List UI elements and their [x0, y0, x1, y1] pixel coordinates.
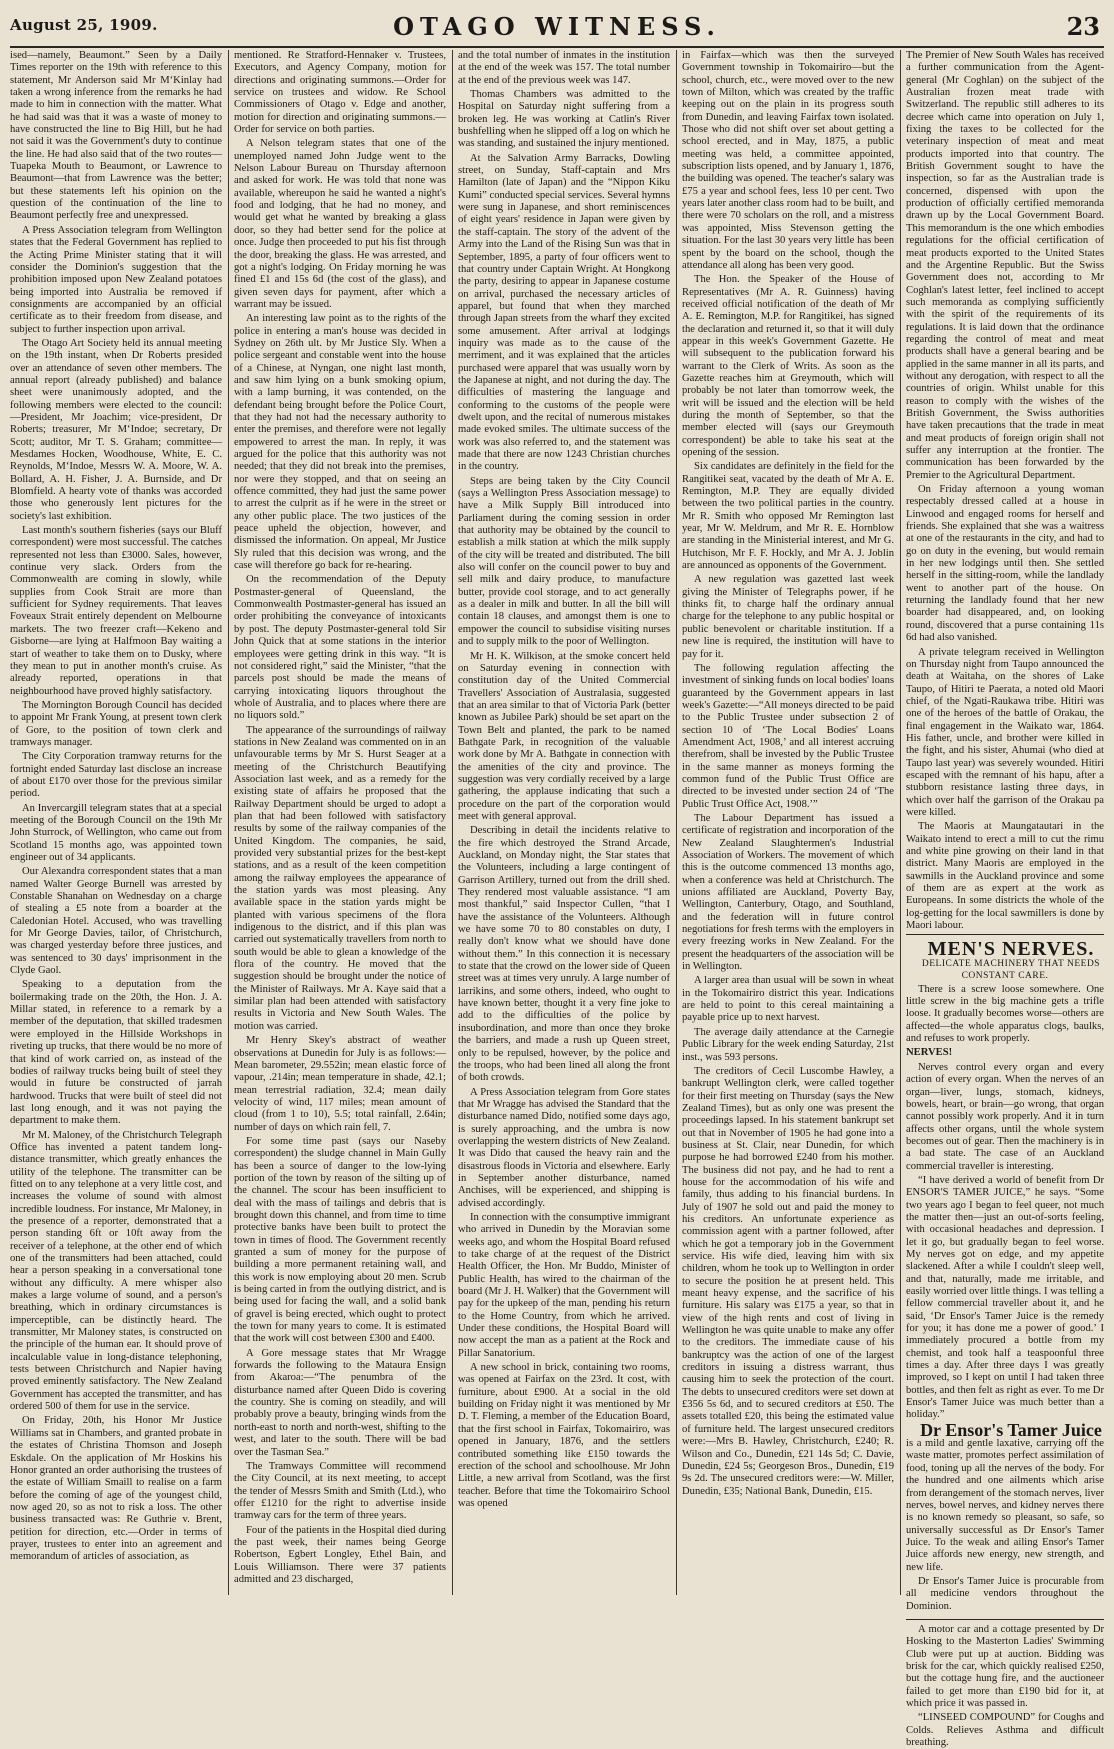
paragraph: Six candidates are definitely in the field for the Rangitikei seat, vacated by the death of Mr A. E. Remington, M.P. They are equally divided between the two political parties in the country. Mr R. Smith who opposed Mr Remington last year, Mr W. Meldrum, and Mr R. E. Hornblow are standing in the Ministerial interest, and Mr G. Hutchison, Mr F. F. Hockly, and Mr A. J. Joblin are announced as opponents of the Government.	[682, 461, 894, 572]
paragraph: Mr Henry Skey's abstract of weather observations at Dunedin for July is as follows:—Mean barometer, 29.552in; mean elastic force of vapour, .214in; mean temperature in shade, 42.1; mean terrestrial radiation, 32.4; mean daily velocity of wind, 117 miles; mean amount of cloud (from 1 to 10), 5.5; total rainfall, 2.64in; number of days on which rain fell, 7.	[234, 1035, 446, 1133]
paragraph: On the recommendation of the Deputy Postmaster-general of Queensland, the Commonwealth Postmaster-general has issued an order prohibiting the conveyance of intoxicants by post. The deputy Postmaster-general told Sir John Quick that at some stations in the interior employees were getting drink in this way. “It is not considered right,” said the Minister, “that the parcels post should be made the means of carrying intoxicating liquors throughout the whole of Australia, and to places where there are no liquors sold.”	[234, 574, 446, 722]
paragraph: A new school in brick, containing two rooms, was opened at Fairfax on the 23rd. It cost, with furniture, about £900. At a social in the old building on Friday night it was mentioned by Mr D. T. Fleming, a member of the Education Board, that the first school in Fairfax, Tokomairiro, was opened in January, 1876, and the settlers contributed something like £150 towards the erection of the school and schoolhouse. Mr John Little, a new arrival from Scotland, was the first teacher. Before that time the Tokomairiro School was opened	[458, 1362, 670, 1509]
paragraph: Last month's southern fisheries (says our Bluff correspondent) were most successful. The catches represented not less than £3000. Sales, however, continue very slack. Orders from the Commonwealth are coming in slowly, while supplies from Cook Strait are more than sufficient for Sydney requirements. That leaves Foveaux Strait entirely dependent on Melbourne markets. The two freezer craft—Kekeno and Gisborne—are lying at Halfmoon Bay waiting a start of weather to take them on to Dusky, where they mean to put in another month's cruise. As already reported, operations in that neighbourhood have proved highly satisfactory.	[10, 525, 222, 697]
paragraph: The City Corporation tramway returns for the fortnight ended Saturday last disclose an increase of about £170 over those for the previous similar period.	[10, 751, 222, 800]
paragraph: On Friday afternoon a young woman respectably dressed called at a house in Linwood and engaged rooms for herself and friends. She explained that she was a waitress at one of the restaurants in the city, and had to go on duty in the evening, but would remain in her new lodgings until then. She settled herself in the sitting-room, while the landlady went to another part of the house. On returning the landlady found that her new boarder had disappeared, and, on looking round, discovered that a purse containing 11s 6d had also vanished.	[906, 484, 1104, 644]
paragraph: The Labour Department has issued a certificate of registration and incorporation of the New Zealand Slaughtermen's Industrial Association of Workers. The movement of which this is the outcome commenced 13 months ago, when a conference was held at Christchurch. The unions affiliated are Auckland, Poverty Bay, Wellington, Canterbury, Otago, and Southland, and the federation will in future control negotiations for fresh terms with the employers in every freezing works in New Zealand. For the present the headquarters of the association will be in Wellington.	[682, 812, 894, 973]
ad-paragraph: “I have derived a world of benefit from Dr ENSOR'S TAMER JUICE,” he says. “Some two years ago I began to feel queer, not much the matter then—just an out-of-sorts feeling, with occasional headaches and depression. I let it go, but gradually began to feel worse. My nerves got on edge, and my appetite slackened. After a while I couldn't sleep well, and that, naturally, made me irritable, and easily worried over little things. I was telling a fellow commercial traveller about it, and he said, ‘Dr Ensor's Tamer Juice is the remedy for you; it has done me a power of good.’ I immediately procured a bottle from my chemist, and took half a teaspoonful three times a day. After three days I was greatly improved, so I kept on until I had taken three bottles, and then felt as right as ever. To me Dr Ensor's Tamer Juice was much better than a holiday.”	[906, 1174, 1104, 1421]
paragraph: Mr H. K. Wilkison, at the smoke concert held on Saturday evening in connection with constitution day of the United Commercial Travellers' Association of Australasia, suggested that an area similar to that of Victoria Park (better known as Jubilee Park) should be set apart on the Town Belt and planted, the park to be named Bathgate Park, in recognition of the valuable work done by Mr A. Bathgate in connection with the amenities of the city and province. The suggestion was very cordially received by a large gathering, the applause indicating that such a procedure on the part of the corporation would meet with general approval.	[458, 650, 670, 822]
column-1	[10, 50, 222, 1595]
paragraph: A Gore message states that Mr Wragge forwards the following to the Mataura Ensign from Akaroa:—“The penumbra of the disturbance named after Queen Dido is covering the country. She is coming on steadily, and will probably prove a beauty, bringing winds from the north-east to north and north-west, shifting to the west, and later to the south. There will be bad over the Tasman Sea.”	[234, 1347, 446, 1458]
paragraph: A motor car and a cottage presented by Dr Hosking to the Masterton Ladies' Swimming Club were put up at auction. Bidding was brisk for the car, which quickly realised £250, but the cottage hung fire, and the auctioneer failed to get more than £190 bid for it, at which price it was passed in.	[906, 1623, 1104, 1709]
paragraph: ised—namely, Beaumont.” Seen by a Daily Times reporter on the 19th with reference to this statement, Mr Anderson said Mr M‘Kinlay had taken a wrong inference from the remarks he had made to him in connection with the matter. What he had said was that it was a waste of money to have constructed the line to Big Hill, but he had not said it was the Government's duty to continue the line. He had also said that of the two routes—Tuapeka Mouth to Beaumont, or Lawrence to Beaumont—that from Lawrence was the better; but these statements left his opinion on the question of the continuation of the line to Beaumont perfectly free and unexpressed.	[10, 50, 222, 222]
paragraph: The Tramways Committee will recommend the City Council, at its next meeting, to accept the tender of Messrs Smith and Smith (Ltd.), who offer £1210 for the right to advertise inside tramway cars for the term of three years.	[234, 1460, 446, 1522]
paragraph: The Hon. the Speaker of the House of Representatives (Mr A. R. Guinness) having received official notification of the death of Mr A. E. Remington, M.P. for Rangitikei, has signed the declaration and returned it, so that it will duly appear in this week's Government Gazette. He will subsequent to the publication forward his warrant to the Clerk of Writs. As soon as the Gazette reaches him at Greymouth, which will probably be not later than tomorrow week, the writ will be issued and the election will be held during the month of September, so that the member elected will (says our Greymouth correspondent) be able to take his seat at the opening of the session.	[682, 274, 894, 458]
column-3	[458, 50, 670, 1595]
paragraph: An Invercargill telegram states that at a special meeting of the Borough Council on the 19th Mr John Sturrock, of Wellington, who came out from Scotland 15 months ago, was appointed town engineer out of 34 applicants.	[10, 802, 222, 863]
paragraph: Thomas Chambers was admitted to the Hospital on Saturday night suffering from a broken leg. He was working at Catlin's River bushfelling when he slipped off a log on which he was standing, and sustained the injury mentioned.	[458, 89, 670, 150]
column-rule	[900, 50, 901, 1595]
issue-date: August 25, 1909.	[10, 16, 158, 34]
paragraph: A Press Association telegram from Wellington states that the Federal Government has replied to the Acting Prime Minister stating that it will consider the Dominion's suggestion that the prohibition imposed upon New Zealand potatoes being imported into Australia be removed if consignments are accompanied by an official certificate as to their freedom from disease, and subject to further inspection upon arrival.	[10, 224, 222, 335]
ad-paragraph: Dr Ensor's Tamer Juice is procurable from all medicine vendors throughout the Dominion.	[906, 1575, 1104, 1612]
ad-paragraph: Nerves control every organ and every action of every organ. When the nerves of an organ—liver, lungs, stomach, kidneys, bowels, heart, or brain—go wrong, that organ cannot possibly work properly. And it in turn affects other organs, until the whole system becomes out of gear. Then the machinery is in a bad state. The case of an Auckland commercial traveller is interesting.	[906, 1061, 1104, 1172]
paragraph: The Mornington Borough Council has decided to appoint Mr Frank Young, at present town clerk of Gore, to the position of town clerk and tramways manager.	[10, 699, 222, 748]
paragraph: A private telegram received in Wellington on Thursday night from Taupo announced the death at Waitaha, on the shores of Lake Taupo, of Hitiri te Paerata, a noted old Maori chief, of the Ngati-Raukawa tribe. Hitiri was one of the heroes of the battle of Orakau, the final engagement in the Waikato war, 1864. His father, uncle, and brother were killed in the fight, and his sister, Ahumai (who died at Taupo last year) was severely wounded. Hitiri escaped with the remnant of his hapu, after a stubborn resistance lasting three days, in which over half the garrison of the Orakau pa were killed.	[906, 646, 1104, 818]
paragraph: A Nelson telegram states that one of the unemployed named John Judge went to the Nelson Labour Bureau on Thursday afternoon and asked for work. He was told that none was available, whereupon he said he wanted a night's food and lodging, that he had no money, and would get what he wanted by breaking a glass door, so they had better send for the police at once. Judge then proceeded to put his fist through the door, breaking the glass. He was arrested, and got a night's lodging. On Friday morning he was fined £1 and 15s 6d (the cost of the glass), and given seven days for payment, after which a warrant may be issued.	[234, 138, 446, 310]
paragraph: For some time past (says our Naseby correspondent) the sludge channel in Main Gully has been a source of danger to the low-lying portion of the town by reason of the silting up of the channel. The scour has been insufficient to deal with the mass of tailings and debris that is brought down this channel, and from time to time protective banks have been built to protect the town in times of flood. The Government recently granted a sum of money for the purpose of building a more permanent retaining wall, and this work is now employing about 20 men. Scrub is being carted in from the outlying district, and is being used for facing the wall, and a solid bank of gravel is being erected, which ought to protect the town for many years to come. It is estimated that the work will cost between £300 and £400.	[234, 1135, 446, 1345]
paragraph: Mr M. Maloney, of the Christchurch Telegraph Office has invented a patent tandem long-distance transmitter, which greatly enhances the utility of the telephone. The transmitter can be fitted on to any telephone at a very little cost, and increases the volume of sound with almost incredible loudness. For instance, Mr Maloney, in the presence of a reporter, demonstrated that a person standing 6ft or 10ft away from the receiver of a telephone, at the other end of which one of the transmitters had been attached, could hear a person speaking in a conversational tone without any difficulty. A mere whisper also makes a large volume of sound, and a person's breathing, which in ordinary circumstances is imperceptible, can be distinctly heard. The transmitter, Mr Maloney states, is constructed on the principle of the human ear. It should prove of incalculable value in long-distance telephoning, tests between Christchurch and Napier having proved eminently satisfactory. The New Zealand Government has accepted the transmitter, and has ordered 500 of them for use in the service.	[10, 1129, 222, 1413]
paragraph: The creditors of Cecil Luscombe Hawley, a bankrupt Wellington clerk, were called together for their first meeting on Thursday (says the New Zealand Times), but as only one was present the proceedings lapsed. In his statement bankrupt set out that in November of 1905 he had gone into a business at St. Clair, near Dunedin, for which purpose he had borrowed £240 from his mother. The business did not pay, and he had to rent a house for the accommodation of his wife and family, thus adding to his financial burdens. In July of 1907 he sold out and paid the money to his creditors. An unfortunate experience as commission agent with a partner followed, after which he got a temporary job in the Government service. His wife died, leaving him with six children, whom he took up to Wellington in order to secure the position he at present held. This meant heavy expense, and the sacrifice of his furniture. His salary was £175 a year, so that in view of the high rents and cost of living in Wellington he was quite unable to make any offer to the creditors. The immediate cause of his bankruptcy was the action of one of the largest creditors in issuing a distress warrant, thus causing him to seek the protection of the court. The debts to unsecured creditors were set down at £356 5s 6d, and to secured creditors at £50. The assets totalled £20, this being the estimated value of furniture held. The largest unsecured creditors were:—Mrs B. Hawley, Christchurch, £240; R. Wilson and Co., Dunedin, £21 14s 5d; C. Davie, Dunedin, £24 5s; Georgeson Bros., Dunedin, £19 9s 2d. The unsecured creditors were:—W. Miller, Dunedin, £35; National Bank, Dunedin, £15.	[682, 1065, 894, 1497]
paragraph: Four of the patients in the Hospital died during the past week, their names being George Robertson, Egbert Longley, Ethel Bain, and Louis Williamson. There were 37 patients admitted and 23 discharged,	[234, 1524, 446, 1585]
paragraph: “LINSEED COMPOUND” for Coughs and Colds. Relieves Asthma and difficult breathing.	[906, 1712, 1104, 1749]
column-4	[682, 50, 894, 1595]
paragraph: Describing in detail the incidents relative to the fire which destroyed the Strand Arcade, Auckland, on Monday night, the Star states that the Volunteers, including a large contingent of Garrison Artillery, turned out from the drill shed. They rendered most valuable assistance. “I am most thankful,” said Inspector Cullen, “that I have the assistance of the Volunteers. Although we have some 70 to 80 constables on duty, I really don't know what we should have done without them.” In this connection it is necessary to state that the crowd on the lower side of Queen street was at times very unruly. A large number of larrikins, and some others, indeed, who ought to have known better, thought it a very fine joke to add to the difficulties of the police by insubordination, and more than once they broke the barriers, and made a rush up Queen street, only to be repulsed, however, by the police and the troops, who had been lined all along the front of both crowds.	[458, 825, 670, 1084]
column-rule	[228, 50, 229, 1595]
paragraph: A new regulation was gazetted last week giving the Minister of Telegraphs power, if he thinks fit, to charge half the ordinary annual charge for the telephone to any public hospital or public benevolent or charitable institution. If a new line is required, the institution will have to pay for it.	[682, 574, 894, 660]
page-number: 23	[1066, 12, 1100, 41]
paragraph: A Press Association telegram from Gore states that Mr Wragge has advised the Standard that the disturbance named Dido, notified some days ago, is surely approaching, and the umbra is now overlapping the western districts of New Zealand. It was Dido that caused the heavy rain and the disastrous floods in Victoria and elsewhere. Early in September another disturbance, named Anchises, will be experienced, and shipping is advised accordingly.	[458, 1086, 670, 1209]
ad-paragraph: is a mild and gentle laxative, carrying off the waste matter, promotes perfect assimilation of food, toning up all the nerves of the body. For the hundred and one ailments which arise from derangement of the stomach nerves, liver nerves, bowel nerves, and kidney nerves there is no known remedy so pleasant, so safe, so universally successful as Dr Ensor's Tamer Juice. To the weak and ailing Ensor's Tamer Juice affords new energy, new strength, and new life.	[906, 1438, 1104, 1573]
paragraph: The appearance of the surroundings of railway stations in New Zealand was commented on in an unfavourable terms by Mr S. Hurst Seager at a meeting of the Christchurch Beautifying Association last week, and as a remedy for the existing state of affairs he proposed that the Railway Department should be urged to adopt a plan that had been followed with satisfactory results by some of the railway companies of the United Kingdom. The companies, he said, provided very substantial prizes for the best-kept stations, and as a result of the keen competition among the railway employees the appearance of the station yards was most pleasing. Any available space in the station yards might be planted with various specimens of the flora indigenous to the district, and if this plan was carried out systematically travellers from north to south would be able to glean a knowledge of the flora of the country. He moved that the suggestion should be brought under the notice of the Minister of Railways. Mr A. Kaye said that a similar plan had been attended with satisfactory results in Victoria and New South Wales. The motion was carried.	[234, 724, 446, 1032]
newspaper-page	[10, 10, 1104, 1749]
columns	[10, 50, 1104, 1749]
paragraph: Speaking to a deputation from the boilermaking trade on the 20th, the Hon. J. A. Millar stated, in reference to a remark by a member of the deputation, that skilled tradesmen were employed in the Hillside Workshops in riveting up trucks, that there would be no more of that kind of work carried on, as instead of the bodies of railway trucks being built of steel they would in future be constructed of jarrah hardwood. Trucks that were built of steel did not last long enough, and it was not paying the department to make them.	[10, 979, 222, 1127]
paragraph: The following regulation affecting the investment of sinking funds on local bodies' loans guaranteed by the Government appears in last week's Gazette:—“All moneys directed to be paid to the Public Trustee under subsection 2 of section 10 of ‘The Local Bodies' Loans Amendment Act, 1908,’ and all interest accruing therefrom, shall be invested by the Public Trustee in the same manner as moneys forming the common fund of the Public Trust Office are directed to be invested under section 24 of ‘The Public Trust Office Act, 1908.’”	[682, 662, 894, 810]
paragraph: On Friday, 20th, his Honor Mr Justice Williams sat in Chambers, and granted probate in the estates of Christina Thomson and Joseph Eskdale. On the application of Mr Hoskins his Honor granted an order authorising the trustees of the estate of William Smaill to realise on a farm before the coming of age of the youngest child, now aged 20, so as not to risk a loss. The other business transacted was: Re Guthrie v. Brent, petition for direction, etc.—Order in terms of prayer, trustees to enter into an agreement and memorandum of articles of association, as	[10, 1415, 222, 1563]
paragraph: Our Alexandra correspondent states that a man named Walter George Burnell was arrested by Constable Shanahan on Wednesday on a charge of stealing a £5 note from a boarder at the Caledonian Hotel. Accused, who was travelling for Mr George Davies, tailor, of Christchurch, was charged yesterday before three justices, and was sentenced to 30 days' imprisonment in the Clyde Gaol.	[10, 866, 222, 977]
paragraph: in Fairfax—which was then the surveyed Government township in Tokomairiro—but the school, church, etc., were moved over to the new town of Milton, which was created by the traffic keeping out on the plain in its progress south from Dunedin, and leaving Fairfax town isolated. Those who did not shift over set about getting a school erected, and in May, 1875, a public meeting was held, a committee appointed, subscription lists opened, and by January 1, 1876, the building was opened. The teacher's salary was £75 a year and school fees, less 10 per cent. Two years later another class room had to be built, and there were 70 scholars on the roll, and a mistress was appointed, Miss Stevenson getting the situation. For the last 30 years very little has been spent by the board on the school, though the attendance all along has been very good.	[682, 50, 894, 271]
advertisement	[906, 934, 1104, 1613]
ad-label: NERVES!	[906, 1047, 953, 1059]
column-2	[234, 50, 446, 1595]
paragraph: The average daily attendance at the Carnegie Public Library for the week ending Saturday, 21st inst., was 593 persons.	[682, 1026, 894, 1063]
paragraph: Steps are being taken by the City Council (says a Wellington Press Association message) to have a Milk Supply Bill introduced into Parliament during the coming session in order that authority may be obtained by the council to establish a milk station at which the milk supply of the city will be treated and distributed. The bill also will confer on the council power to buy and sell milk and dairy produce, to manufacture butter, provide cool storage, and to act generally as a dealer in milk and butter. In all the bill will contain 18 clauses, and amongst them is one to empower the council to subsidise visiting nurses and to supply milk to the poor of Wellington.	[458, 475, 670, 648]
ad-paragraph: There is a screw loose somewhere. One little screw in the big machine gets a trifle loose. It gradually becomes worse—others are affected—the whole apparatus clogs, baulks, and refuses to work properly.	[906, 983, 1104, 1045]
paragraph: The Otago Art Society held its annual meeting on the 19th instant, when Dr Roberts presided over an attendance of seven other members. The annual report (already published) and balance sheet were unanimously adopted, and the following members were elected to the council:—President, Mr Joachim; vice-president, Dr Roberts; treasurer, Mr M‘Indoe; secretary, Dr Scott; auditor, Mr T. S. Graham; committee—Mesdames Hocken, Woodhouse, White, E. C. Reynolds, M‘Indoe, Messrs W. A. Moore, W. A. Bollard, A. H. Fisher, J. A. Burnside, and Dr Blomfield. A hearty vote of thanks was accorded those who generously lent pictures for the society's last exhibition.	[10, 337, 222, 522]
masthead	[10, 10, 1104, 48]
column-rule	[452, 50, 453, 1595]
section-divider	[906, 1619, 1104, 1749]
paragraph: and the total number of inmates in the institution at the end of the week was 157. The total number at the end of the previous week was 147.	[458, 50, 670, 86]
ad-subhead: DELICATE MACHINERY THAT NEEDS CONSTANT CARE.	[921, 958, 1101, 981]
paragraph: mentioned. Re Stratford-Hennaker v. Trustees, Executors, and Agency Company, motion for directions and originating summons.—Order for service on trustees and widow. Re School Commissioners of Otago v. Edge and another, motion for direction and originating summons.—Order for service on both parties.	[234, 50, 446, 136]
paragraph: In connection with the consumptive immigrant who arrived in Dunedin by the Moravian some weeks ago, and whom the Hospital Board refused to take charge of at the request of the District Health Officer, the Hon. Mr Buddo, Minister of Public Health, has wired to the chairman of the board (Mr J. H. Walker) that the Government will pay for the upkeep of the man, pending his return to the Home Country, from which he arrived. Under these conditions, the Hospital Board will now accept the man as a patient at the Rock and Pillar Sanatorium.	[458, 1211, 670, 1359]
ad-headline: MEN'S NERVES.	[906, 934, 1104, 955]
column-5	[906, 50, 1104, 1749]
paragraph: The Maoris at Maungatautari in the Waikato intend to erect a mill to cut the rimu and white pine growing on their land in that district. Many Maoris are employed in the sawmills in the Auckland province and some of them are as expert at the work as Europeans. In some districts the whole of the log-getting for the local sawmillers is done by Maori labour.	[906, 821, 1104, 932]
newspaper-title: OTAGO WITNESS.	[393, 12, 721, 41]
paragraph: An interesting law point as to the rights of the police in entering a man's house was decided in Sydney on 26th ult. by Mr Justice Sly. When a police sergeant and constable went into the house of a Chinese, at Nyngan, one night last month, and saw him lying on a bunk smoking opium, with a lamp burning, it was contended, on the defendant being brought before the Police Court, that they had not had the necessary authority to enter the premises, and therefore were not legally empowered to arrest the man. In reply, it was argued for the police that this authority was not needed; that they did not break into the premises, nor were they stopped, and that on seeing an offence committed, they had just the same power to arrest the culprit as if he were in the street or any other public place. The two justices of the peace upheld the objection, however, and dismissed the information. On appeal, Mr Justice Sly ruled that this decision was wrong, and the case will therefore go back for re-hearing.	[234, 313, 446, 572]
paragraph: At the Salvation Army Barracks, Dowling street, on Sunday, Staff-captain and Mrs Hamilton (late of Japan) and the “Nippon Kiku Kumi” conducted special services. Several hymns were sung in Japanese, and short reminiscences of eight years' residence in Japan were given by the staff-captain. The story of the advent of the Army into the Land of the Rising Sun was that in September, 1895, a party of four officers went to that country under Captain Wright. At Hongkong the party, desiring to appear in Japanese costume on arrival, purchased the necessary articles of apparel, but found that when they marched through Japan streets from the wharf they excited some amusement. After arrival at lodgings inquiry was made as to the cause of the merriment, and it was explained that the articles purchased were apparel that was usually worn by the Japanese at night, and not during the day. The difficulties of mastering the language and conforming to the customs of the people were dwelt upon, and the recital of numerous mistakes made evoked smiles. The ultimate success of the work was also referred to, and the statement was made that there are now 1243 Christian churches in the country.	[458, 152, 670, 473]
column-rule	[676, 50, 677, 1595]
ad-product-name: Dr Ensor's Tamer Juice	[920, 1419, 1102, 1440]
paragraph: A larger area than usual will be sown in wheat in the Tokomairiro district this year. Indications are held to point to this cereal maintaining a payable price up to next harvest.	[682, 975, 894, 1024]
paragraph: The Premier of New South Wales has received a further communication from the Agent-general (Mr Coghlan) on the subject of the Australian frozen meat trade with Switzerland. The republic still adheres to its decree which came into operation on July 1, fixing the taxes to be collected for the veterinary inspection of meat and meat products imported into that country. The British Government sought to have the inspection, so far as the Australian trade is concerned, dispensed with upon the production of officially certified memoranda drawn up by the Local Government Board. This memorandum is the one which embodies regulations for the official certification of meat products exported to the United States and the Argentine Republic. But the Swiss Government does not, according to Mr Coghlan's latest letter, feel inclined to accept such memoranda as complying sufficiently with the spirit of the requirements of its regulations. It is laid down that the ordinance regarding the control of meat and meat products shall have a general bearing and be applied in the same manner in all its parts, and without any derogation, with respect to all the countries of origin. Whilst unable for this reason to comply with the wishes of the British Government, the Swiss authorities have taken precautions that the trade in meat and meat products of foreign origin shall not suffer any interruption at the frontier. The communication has been forwarded by the Premier to the Agricultural Department.	[906, 50, 1104, 481]
